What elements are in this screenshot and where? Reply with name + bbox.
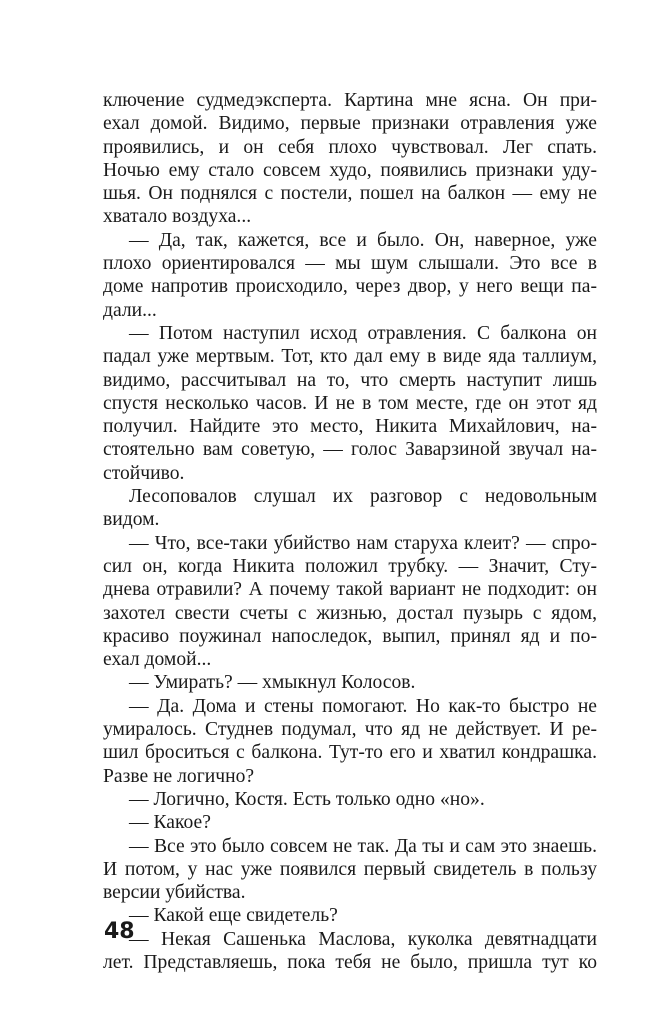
text-line: — Все это было совсем не так. Да ты и сам это знаешь. (129, 835, 597, 857)
text-line: версии убийства. (103, 882, 246, 904)
text-line: плохо ориентировался — мы шум слышали. Это все в (103, 253, 597, 275)
text-line: — Некая Сашенька Маслова, куколка девятнадцати (129, 928, 597, 950)
text-line: получил. Найдите это место, Никита Михайлович, на- (103, 416, 597, 438)
text-line: умиралось. Студнев подумал, что яд не действует. И ре- (103, 719, 597, 741)
text-line: шья. Он поднялся с постели, пошел на балкон — ему не (103, 183, 597, 205)
text-line: захотел свести счеты с жизнью, достал пузырь с ядом, (103, 602, 597, 624)
text-line: ехал домой. Видимо, первые признаки отравления уже (103, 113, 597, 135)
text-line: видимо, рассчитывал на то, что смерть наступит лишь (103, 369, 597, 391)
text-line: хватало воздуха... (103, 206, 252, 228)
text-line: сил он, когда Никита положил трубку. — Значит, Сту- (103, 555, 597, 577)
text-line: И потом, у нас уже появился первый свидетель в пользу (103, 858, 597, 880)
text-line: спустя несколько часов. И не в том месте, где он этот яд (103, 392, 597, 414)
text-line: падал уже мертвым. Тот, кто дал ему в виде яда таллиум, (103, 346, 597, 368)
text-line: — Логично, Костя. Есть только одно «но». (129, 788, 485, 810)
text-line: — Что, все-таки убийство нам старуха клеит? — спро- (129, 532, 597, 554)
text-line: Лесоповалов слушал их разговор с недовольным (129, 486, 597, 508)
text-line: ехал домой... (103, 649, 212, 671)
text-line: днева отравили? А почему такой вариант не подходит: он (103, 579, 597, 601)
text-line: доме напротив происходило, через двор, у него вещи па- (103, 276, 597, 298)
text-line: стоятельно вам советую, — голос Заварзиной звучал на- (103, 439, 597, 461)
page-number: 48 (104, 919, 135, 944)
text-line: лет. Представляешь, пока тебя не было, пришла тут ко (103, 951, 597, 973)
text-line: стойчиво. (103, 462, 185, 484)
text-line: — Какое? (129, 812, 211, 834)
text-line: — Умирать? — хмыкнул Колосов. (129, 672, 416, 694)
text-line: видом. (103, 509, 160, 531)
body-text (103, 89, 597, 974)
text-line: дали... (103, 299, 157, 321)
text-line: — Какой еще свидетель? (129, 905, 338, 927)
text-line: ключение судмедэксперта. Картина мне ясна. Он при- (103, 90, 597, 111)
text-line: — Да, так, кажется, все и было. Он, наверное, уже (129, 229, 597, 251)
text-line: проявились, и он себя плохо чувствовал. Лег спать. (103, 136, 597, 158)
text-line: — Потом наступил исход отравления. С балкона он (129, 322, 597, 344)
text-line: Разве не логично? (103, 765, 255, 787)
text-line: — Да. Дома и стены помогают. Но как-то быстро не (129, 695, 597, 717)
text-line: Ночью ему стало совсем худо, появились признаки уду- (103, 159, 597, 181)
text-line: шил броситься с балкона. Тут-то его и хватил кондрашка. (103, 742, 597, 764)
text-line: красиво поужинал напоследок, выпил, принял яд и по- (103, 625, 597, 647)
